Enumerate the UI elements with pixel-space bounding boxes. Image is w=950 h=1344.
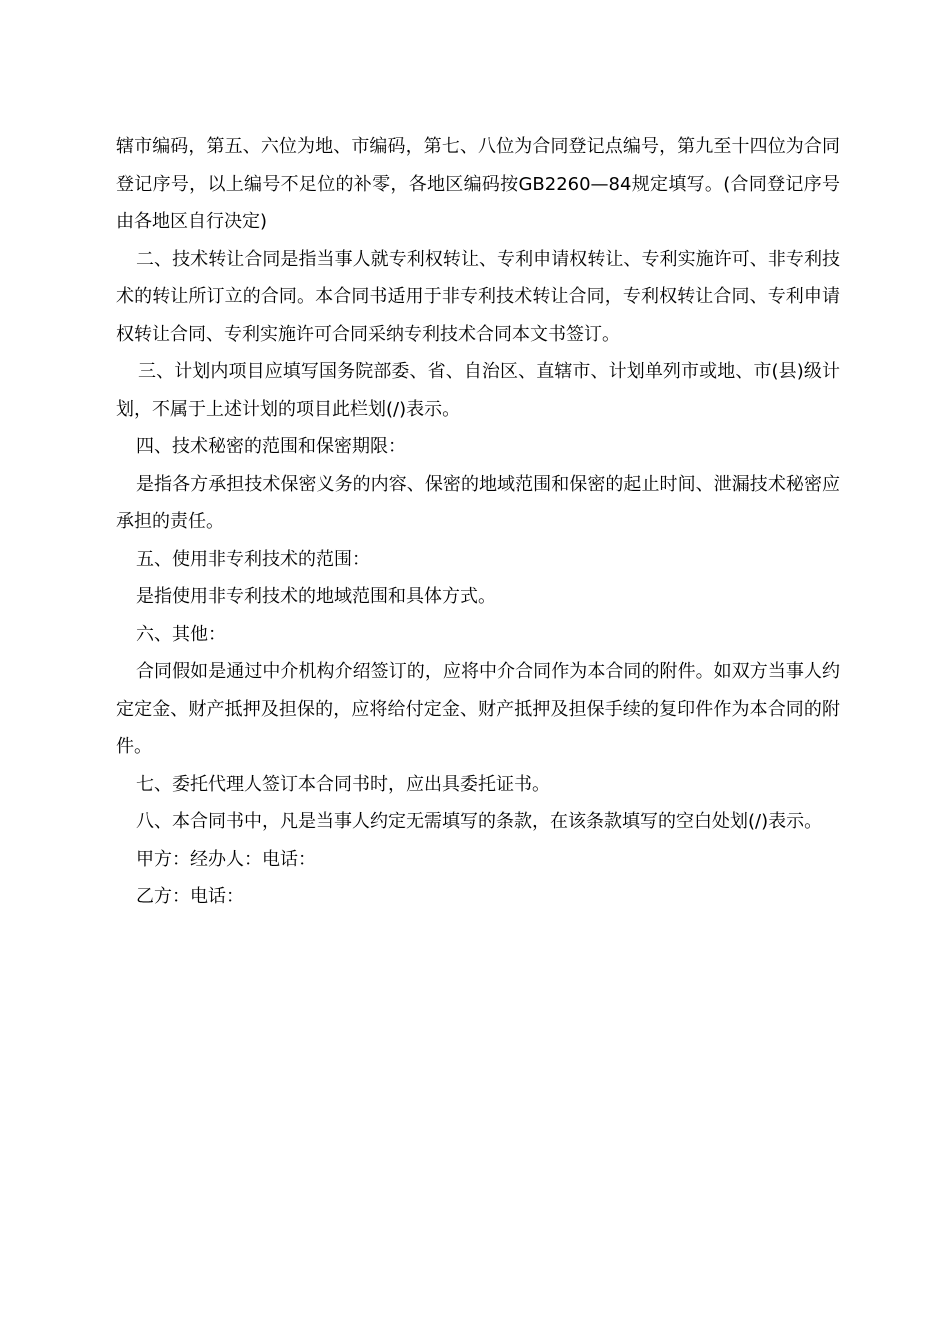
paragraph-section-eight: 八、本合同书中，凡是当事人约定无需填写的条款，在该条款填写的空白处划(/)表示。 [136,811,823,832]
party-a-signature-line: 甲方：经办人：电话： [136,848,316,870]
paragraph-section-six-body: 合同假如是通过中介机构介绍签订的，应将中介合同作为本合同的附件。如双方当事人约定定金、财产抵押及担保的，应将给付定金、财产抵押及担保手续的复印件作为本合同的附件。 [116,661,840,757]
party-b-signature-line: 乙方：电话： [136,886,244,907]
paragraph-section-seven: 七、委托代理人签订本合同书时，应出具委托证书。 [136,773,550,795]
paragraph-section-four-body: 是指各方承担技术保密义务的内容、保密的地域范围和保密的起止时间、泄漏技术秘密应承担的责任。 [116,473,840,532]
paragraph-section-five-heading: 五、使用非专利技术的范围： [136,548,370,570]
paragraph-section-three: 三、计划内项目应填写国务院部委、省、自治区、直辖市、计划单列市或地、市(县)级计划，不属于上述计划的项目此栏划(/)表示。 [116,361,840,420]
paragraph-section-four-heading: 四、技术秘密的范围和保密期限： [136,436,406,457]
paragraph-section-five-body: 是指使用非专利技术的地域范围和具体方式。 [136,586,496,607]
paragraph-code-description: 辖市编码，第五、六位为地、市编码，第七、八位为合同登记点编号，第九至十四位为合同登记序号，以上编号不足位的补零，各地区编码按GB2260—84规定填写。(合同登记序号由各地区自行决定) [116,136,840,232]
paragraph-section-two: 二、技术转让合同是指当事人就专利权转让、专利申请权转让、专利实施许可、非专利技术的转让所订立的合同。本合同书适用于非专利技术转让合同，专利权转让合同、专利申请权转让合同、专利实施许可合同采纳专利技术合同本文书签订。 [116,248,840,345]
document-body [116,128,840,916]
paragraph-section-six-heading: 六、其他： [136,623,226,645]
